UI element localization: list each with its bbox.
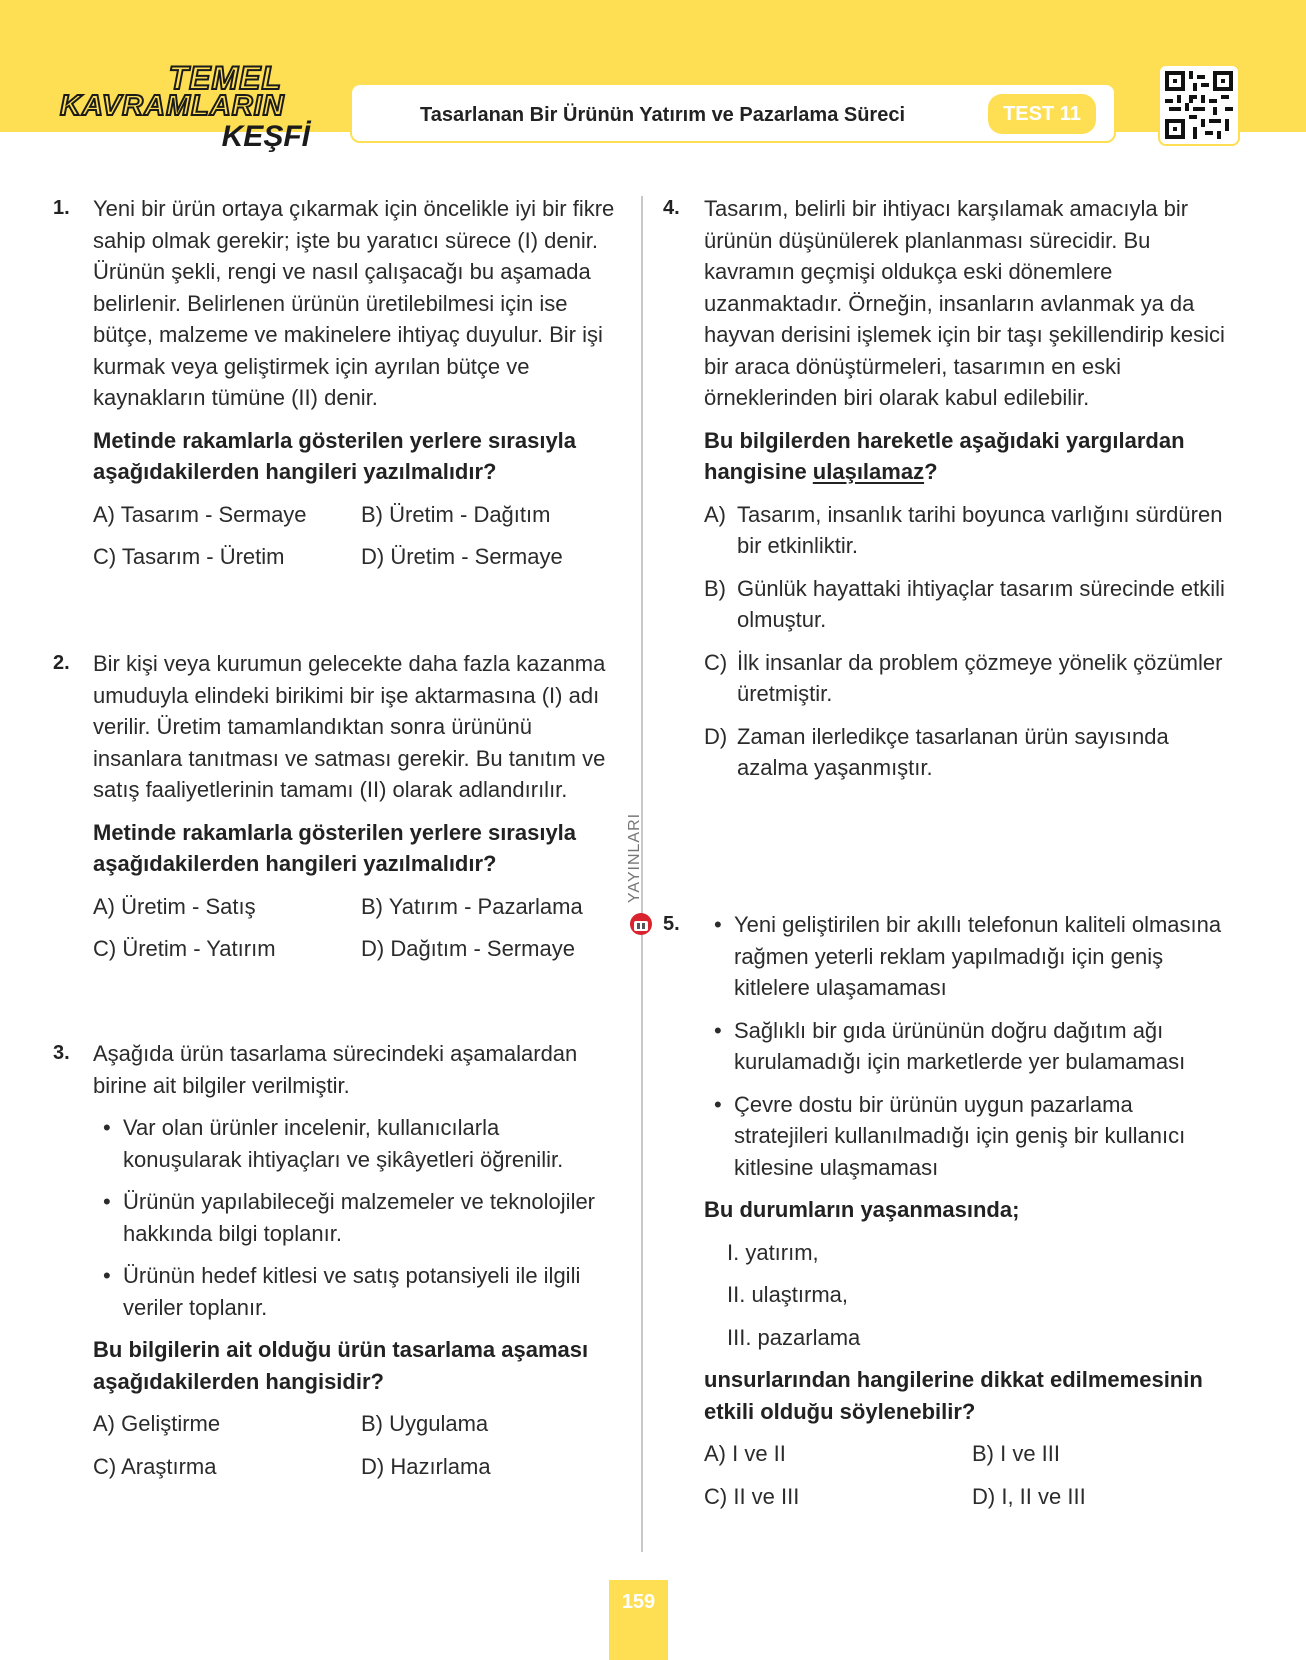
question-5-lead: Bu durumların yaşanmasında; [704, 1197, 1020, 1222]
question-1-option-a[interactable]: A) Tasarım - Sermaye [93, 501, 307, 527]
question-3 [93, 1038, 618, 1482]
question-3-intro: Aşağıda ürün tasarlama sürecindeki aşamalardan birine ait bilgiler verilmiştir. [93, 1041, 578, 1098]
question-3-option-a[interactable]: A) Geliştirme [93, 1411, 221, 1436]
question-3-option-b[interactable]: B) Uygulama [361, 1411, 489, 1436]
question-4-text: Tasarım, belirli bir ihtiyacı karşılamak amacıyla bir ürünün düşünülerek planlanması sürecidir. Bu kavramın geçmişi oldukça eski dönemlere uzanmaktadır. Örneğin, insanların avlanmak ya da hayvan derisini işlemek için bir taşı şekillendirip kesici bir araca dönüştürmeleri, tasarımın en eski örneklerinden biri olarak kabul edilebilir. [704, 196, 1225, 410]
question-5-option-c[interactable]: C) II ve III [704, 1483, 800, 1509]
question-3-number: 3. [53, 1042, 70, 1064]
question-5-option-d[interactable]: D) I, II ve III [972, 1483, 1086, 1509]
question-5-prompt: unsurlarından hangilerine dikkat edilmemesinin etkili olduğu söylenebilir? [704, 1367, 1203, 1424]
question-5-item-3: III. pazarlama [727, 1324, 861, 1350]
question-1 [93, 193, 618, 573]
page-title: Tasarlanan Bir Ürünün Yatırım ve Pazarlama Süreci [420, 104, 906, 126]
title-box [350, 83, 1116, 143]
question-5-option-b[interactable]: B) I ve III [972, 1441, 1061, 1466]
question-5-bullet-2: • Sağlıklı bir gıda ürününün doğru dağıtım ağı kurulamadığı için marketlerde yer bulamaması [704, 1015, 1226, 1078]
question-5-bullet-1: • Yeni geliştirilen bir akıllı telefonun kaliteli olmasına rağmen yeterli reklam yapılmadığı için geniş kitlelere ulaşamaması [704, 909, 1226, 1004]
logo-line-2: KAVRAMLARIN [60, 90, 285, 122]
logo-line-1: TEMEL [168, 60, 282, 96]
qr-code-icon[interactable] [1158, 64, 1240, 146]
question-1-options [93, 499, 618, 573]
question-3-option-d[interactable]: D) Hazırlama [361, 1453, 491, 1479]
question-5-options [704, 1438, 1226, 1512]
question-1-prompt: Metinde rakamlarla gösterilen yerlere sırasıyla aşağıdakilerden hangileri yazılmalıdır? [93, 427, 577, 484]
question-4-prompt: Bu bilgilerden hareketle aşağıdaki yargılardan hangisine ulaşılamaz? [704, 427, 1185, 484]
question-3-option-c[interactable]: C) Araştırma [93, 1453, 217, 1479]
question-2-option-b[interactable]: B) Yatırım - Pazarlama [361, 893, 583, 919]
question-3-bullet-2: • Ürünün yapılabileceği malzemeler ve teknolojiler hakkında bilgi toplanır. [93, 1186, 618, 1249]
question-4-option-d[interactable]: D) Zaman ilerledikçe tasarlanan ürün sayısında azalma yaşanmıştır. [704, 723, 1169, 780]
question-5-number: 5. [663, 913, 680, 935]
logo-line-3: KEŞFİ [221, 120, 310, 153]
question-4-option-a[interactable]: A) Tasarım, insanlık tarihi boyunca varlığını sürdüren bir etkinliktir. [704, 501, 1223, 558]
question-3-bullet-1: • Var olan ürünler incelenir, kullanıcılarla konuşularak ihtiyaçları ve şikâyetleri öğrenilir. [93, 1112, 618, 1175]
question-2-options [93, 891, 618, 965]
question-3-bullet-3: • Ürünün hedef kitlesi ve satış potansiyeli ile ilgili veriler toplanır. [93, 1260, 618, 1323]
question-4-emphasis: ulaşılamaz [812, 459, 925, 484]
page-number-tab [609, 1580, 668, 1660]
question-1-option-b[interactable]: B) Üretim - Dağıtım [361, 501, 551, 527]
question-2 [93, 648, 618, 965]
question-5-item-2: II. ulaştırma, [727, 1282, 849, 1307]
question-2-option-a[interactable]: A) Üretim - Satış [93, 893, 256, 919]
question-5-option-a[interactable]: A) I ve II [704, 1441, 786, 1466]
question-3-prompt: Bu bilgilerin ait olduğu ürün tasarlama aşaması aşağıdakilerden hangisidir? [93, 1337, 589, 1394]
question-2-option-d[interactable]: D) Dağıtım - Sermaye [361, 936, 575, 961]
question-2-text: Bir kişi veya kurumun gelecekte daha fazla kazanma umuduyla elindeki birikimi bir işe aktarmasına (I) adı verilir. Üretim tamamlandıktan sonra ürününü insanlara tanıtması ve satması gerekir. Bu tanıtım ve satış faaliyetlerinin tamamı (II) olarak adlandırılır. [93, 651, 606, 802]
series-logo [60, 58, 320, 153]
page-number: 159 [621, 1591, 656, 1613]
publisher-vertical-label: YAYINLARI [626, 812, 644, 904]
test-badge: TEST 11 [988, 94, 1096, 134]
question-2-number: 2. [53, 652, 70, 674]
question-3-options [93, 1408, 618, 1482]
question-4 [704, 193, 1226, 784]
question-4-number: 4. [663, 197, 680, 219]
question-4-option-b[interactable]: B) Günlük hayattaki ihtiyaçlar tasarım sürecinde etkili olmuştur. [704, 575, 1225, 632]
question-1-text: Yeni bir ürün ortaya çıkarmak için öncelikle iyi bir fikre sahip olmak gerekir; işte bu yaratıcı sürece (I) denir. Ürünün şekli, rengi ve nasıl çalışacağı bu aşamada belirlenir. Belirlenen ürünün üretilebilmesi için ise bütçe, malzeme ve makinelere ihtiyaç duyulur. Bir işi kurmak veya geliştirmek için ayrılan bütçe ve kaynakların tümüne (II) denir. [93, 196, 615, 410]
question-1-number: 1. [53, 197, 70, 219]
question-2-prompt: Metinde rakamlarla gösterilen yerlere sırasıyla aşağıdakilerden hangileri yazılmalıdır? [93, 819, 577, 876]
question-2-option-c[interactable]: C) Üretim - Yatırım [93, 936, 276, 961]
question-5-bullet-3: • Çevre dostu bir ürünün uygun pazarlama stratejileri kullanılmadığı için geniş bir kullanıcı kitlesine ulaşmaması [704, 1089, 1226, 1184]
question-4-option-c[interactable]: C) İlk insanlar da problem çözmeye yönelik çözümler üretmiştir. [704, 649, 1223, 706]
question-1-option-c[interactable]: C) Tasarım - Üretim [93, 544, 285, 569]
question-5 [704, 909, 1226, 1512]
question-5-item-1: I. yatırım, [727, 1239, 819, 1265]
question-1-option-d[interactable]: D) Üretim - Sermaye [361, 544, 563, 569]
publisher-logo-icon [628, 912, 654, 936]
